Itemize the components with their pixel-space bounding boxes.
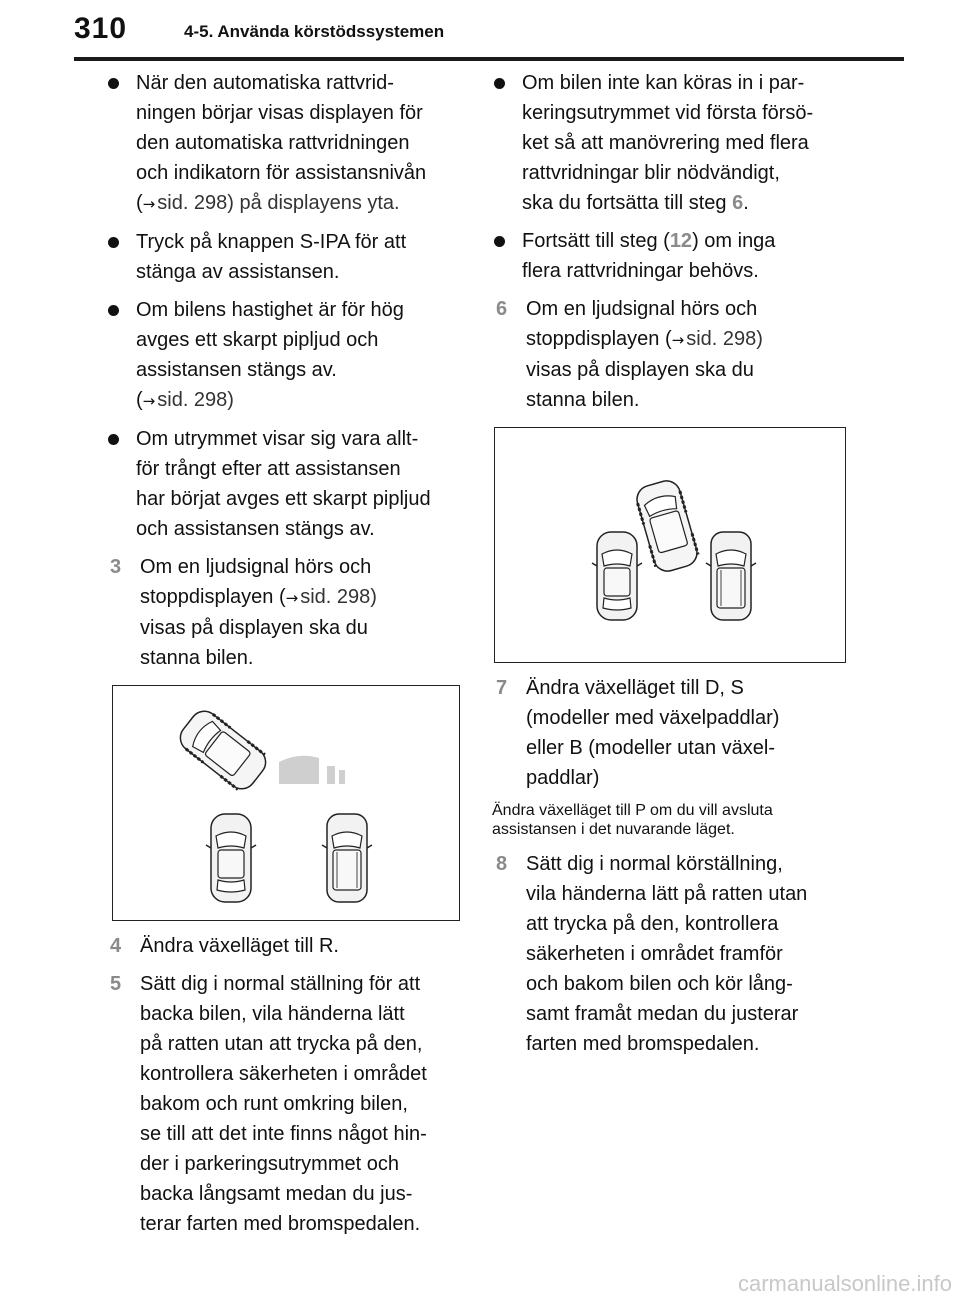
right-arrow-icon: → — [142, 195, 156, 213]
text-line: avges ett skarpt pipljud och — [136, 329, 379, 351]
text-line: flera rattvridningar behövs. — [522, 260, 759, 282]
step-number: 4 — [110, 935, 122, 957]
text-line: stänga av assistansen. — [136, 261, 340, 283]
page-reference[interactable]: (→ sid. 298) — [136, 389, 234, 411]
page-header — [0, 0, 960, 62]
text-line: backa bilen, vila händerna lätt — [140, 1003, 405, 1025]
text-line: Om utrymmet visar sig vara allt- — [136, 428, 419, 450]
bullet-item — [490, 68, 860, 218]
step-6 — [490, 294, 860, 415]
text-line: När den automatiska rattvrid- — [136, 72, 394, 94]
bullet-dot-icon — [494, 78, 505, 89]
figure-car-in-space — [494, 427, 846, 663]
text-line: på ratten utan att trycka på den, — [140, 1033, 423, 1055]
text-line: ska du fortsätta till steg 6. — [522, 192, 749, 214]
text-line: och indikatorn för assistansnivån — [136, 162, 427, 184]
bullet-item — [104, 68, 470, 219]
text-line: Om bilens hastighet är för hög — [136, 299, 404, 321]
step-8 — [490, 849, 860, 1059]
text-line: att trycka på den, kontrollera — [526, 913, 779, 935]
text-line: Ändra växelläget till P om du vill avsluta — [492, 802, 773, 819]
text-line: vila händerna lätt på ratten utan — [526, 883, 808, 905]
text-line: har börjat avges ett skarpt pipljud — [136, 488, 431, 510]
parking-illustration — [495, 428, 845, 662]
text-line: (modeller med växelpaddlar) — [526, 707, 780, 729]
text-line: och bakom bilen och kör lång- — [526, 973, 793, 995]
text-line: assistansen i det nuvarande läget. — [492, 821, 735, 838]
text-line: paddlar) — [526, 767, 600, 789]
bullet-item — [104, 295, 470, 416]
text-line: visas på displayen ska du — [526, 359, 754, 381]
text-line: Om en ljudsignal hörs och — [526, 298, 758, 320]
text-line: och assistansen stängs av. — [136, 518, 375, 540]
bullet-dot-icon — [494, 236, 505, 247]
text-line: farten med bromspedalen. — [526, 1033, 760, 1055]
text-line: samt framåt medan du justerar — [526, 1003, 799, 1025]
text-line: Ändra växelläget till R. — [140, 935, 339, 957]
text-line: se till att det inte finns något hin- — [140, 1123, 427, 1145]
text-line: stanna bilen. — [526, 389, 640, 411]
text-line: der i parkeringsutrymmet och — [140, 1153, 399, 1175]
page-reference[interactable]: → sid. 298) — [671, 328, 763, 350]
step-number: 7 — [496, 677, 508, 699]
text-line: Fortsätt till steg (12) om inga — [522, 230, 776, 252]
section-title: 4-5. Använda körstödssystemen — [184, 22, 445, 41]
bullet-dot-icon — [108, 305, 119, 316]
step-3 — [104, 552, 470, 673]
text-line: stoppdisplayen (→ sid. 298) — [526, 328, 763, 350]
right-arrow-icon: → — [285, 589, 299, 607]
text-line: Om en ljudsignal hörs och — [140, 556, 372, 578]
left-column — [104, 68, 470, 1247]
page-reference[interactable]: → sid. 298) — [285, 586, 377, 608]
bullet-dot-icon — [108, 237, 119, 248]
text-line: Sätt dig i normal ställning för att — [140, 973, 421, 995]
step-number: 6 — [496, 298, 508, 320]
text-line: ket så att manövrering med flera — [522, 132, 809, 154]
step-link[interactable]: 6 — [732, 192, 744, 214]
text-line: terar farten med bromspedalen. — [140, 1213, 421, 1235]
text-line: kontrollera säkerheten i området — [140, 1063, 427, 1085]
bullet-item — [104, 227, 470, 287]
step-5 — [104, 969, 470, 1239]
text-line: säkerheten i området framför — [526, 943, 783, 965]
step-number: 5 — [110, 973, 122, 995]
bullet-item — [104, 424, 470, 544]
figure-reverse-parking — [112, 685, 460, 921]
page-reference[interactable]: (→ sid. 298) på displayens yta. — [136, 192, 400, 214]
step-number: 3 — [110, 556, 122, 578]
text-line: Sätt dig i normal körställning, — [526, 853, 783, 875]
text-line: stanna bilen. — [140, 647, 254, 669]
page-number: 310 — [74, 12, 128, 45]
step-7 — [490, 673, 860, 793]
text-line: rattvridningar blir nödvändigt, — [522, 162, 780, 184]
text-line: eller B (modeller utan växel- — [526, 737, 775, 759]
step-link[interactable]: 12 — [669, 230, 693, 252]
step-number: 8 — [496, 853, 508, 875]
watermark-url: carmanualsonline.info — [737, 1271, 952, 1296]
bullet-dot-icon — [108, 78, 119, 89]
text-line: den automatiska rattvridningen — [136, 132, 410, 154]
text-line: assistansen stängs av. — [136, 359, 337, 381]
text-line: Ändra växelläget till D, S — [526, 677, 744, 699]
right-arrow-icon: → — [671, 331, 685, 349]
text-line: visas på displayen ska du — [140, 617, 368, 639]
text-line: stoppdisplayen (→ sid. 298) — [140, 586, 377, 608]
right-column — [490, 68, 860, 1067]
text-line: keringsutrymmet vid första försö- — [522, 102, 814, 124]
right-arrow-icon: → — [142, 392, 156, 410]
text-line: för trångt efter att assistansen — [136, 458, 401, 480]
note-text — [492, 801, 860, 839]
bullet-dot-icon — [108, 434, 119, 445]
text-line: backa långsamt medan du jus- — [140, 1183, 413, 1205]
header-rule — [74, 57, 904, 61]
text-line: ningen börjar visas displayen för — [136, 102, 423, 124]
parking-illustration — [113, 686, 459, 920]
bullet-item — [490, 226, 860, 286]
text-line: bakom och runt omkring bilen, — [140, 1093, 408, 1115]
step-4 — [104, 931, 470, 961]
text-line: Tryck på knappen S-IPA för att — [136, 231, 407, 253]
text-line: Om bilen inte kan köras in i par- — [522, 72, 805, 94]
